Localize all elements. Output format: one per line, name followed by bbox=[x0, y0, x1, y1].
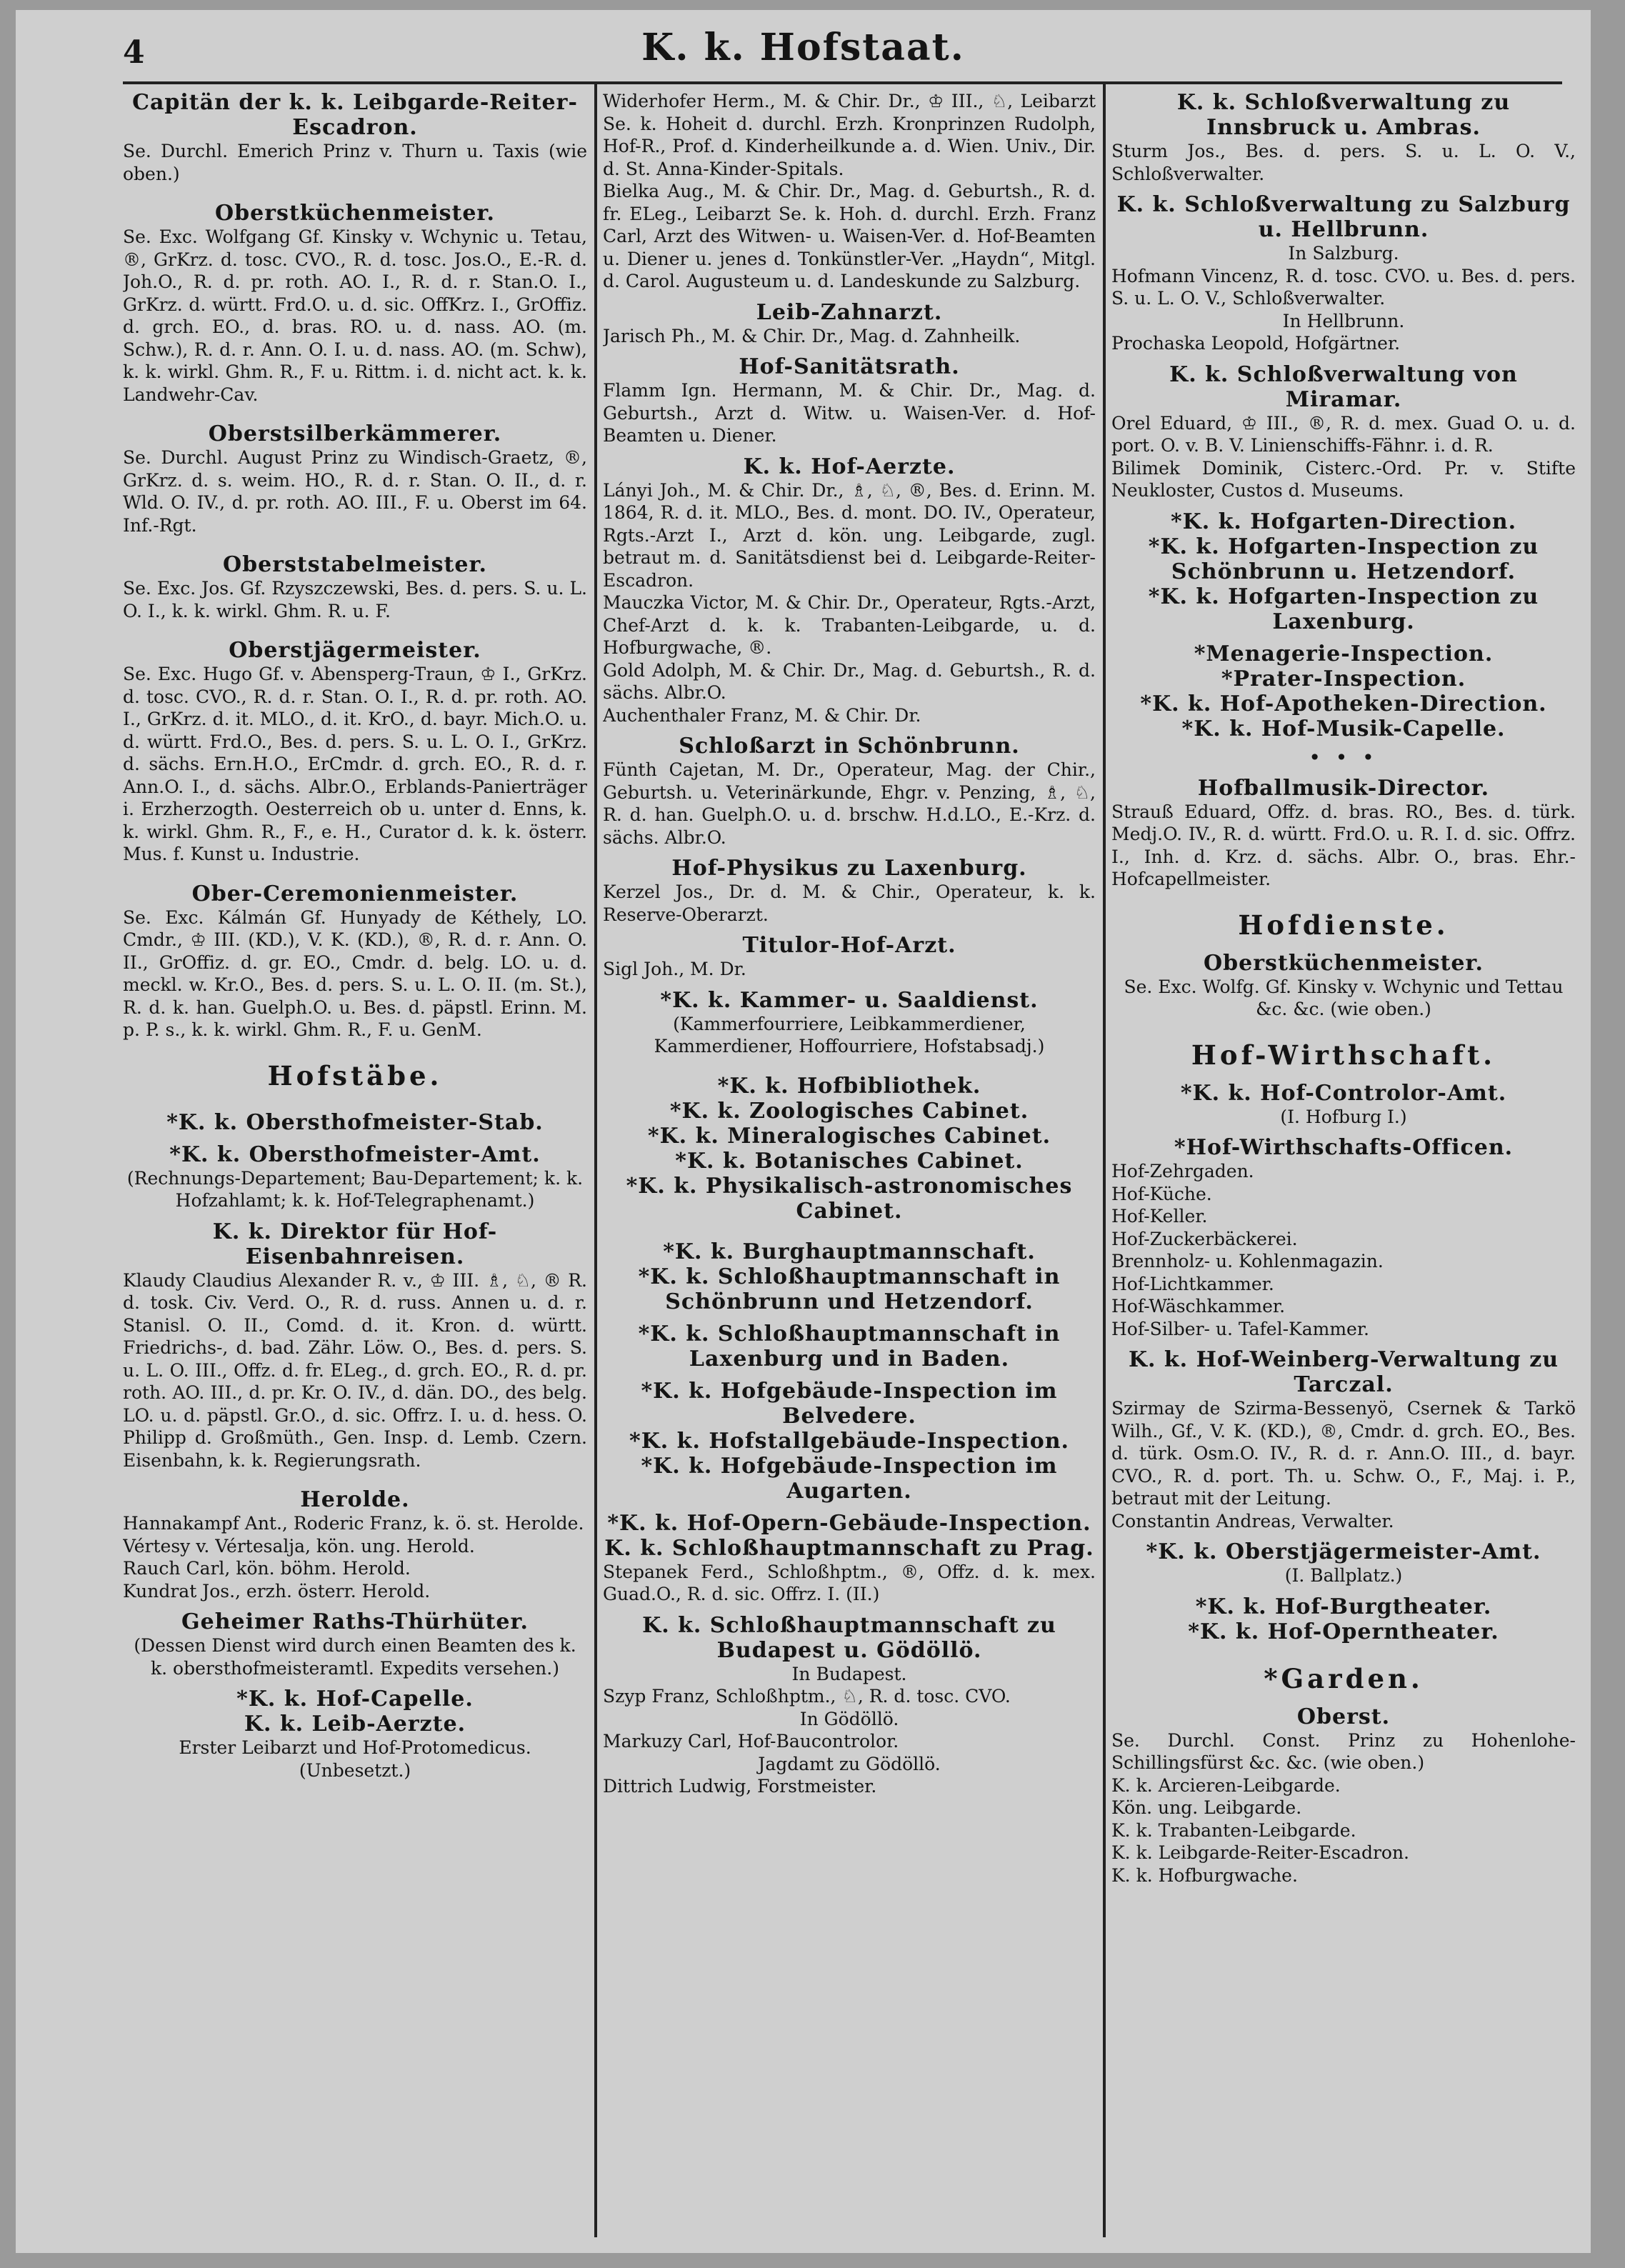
entry-text: Se. Exc. Wolfgang Gf. Kinsky v. Wchynic u. Tetau, ®, GrKrz. d. tosc. CVO., R. d. tosc. Jos.O., E.-R. d. Joh.O., R. d. pr. roth. AO. I., R. d. r. Stan.O. I., GrKrz. d. württ. Frd.O. u. d. sic. OffKrz. I., GrOffiz. d. grch. EO., d. bras. RO. u. d. nass. AO. (m. Schw.), R. d. r. Ann. O. I. u. d. nass. AO. (m. Schw), k. k. wirkl. Ghm. R., F. u. Rittm. i. d. nicht act. k. k. Landwehr-Cav. bbox=[123, 226, 587, 405]
section-heading: Hofballmusik-Director. bbox=[1197, 775, 1490, 801]
entry-text: Hof-Lichtkammer. bbox=[1111, 1273, 1274, 1294]
section-divider: • • • bbox=[1309, 745, 1379, 769]
section-heading: *K. k. Hofbibliothek. bbox=[717, 1073, 981, 1099]
centered-note: (I. Hofburg I.) bbox=[1280, 1106, 1407, 1127]
entry-text: K. k. Arcieren-Leibgarde. bbox=[1111, 1774, 1341, 1796]
entry-text: Se. Exc. Jos. Gf. Rzyszczewski, Bes. d. pers. S. u. L. O. I., k. k. wirkl. Ghm. R. u. F. bbox=[123, 578, 587, 621]
section-heading: *K. k. Physikalisch-astronomisches Cabinet. bbox=[626, 1173, 1073, 1224]
section-heading: *Hof-Wirthschafts-Officen. bbox=[1174, 1135, 1514, 1160]
column-middle bbox=[603, 90, 1096, 2239]
entry-text: Hofmann Vincenz, R. d. tosc. CVO. u. Bes. d. pers. S. u. L. O. V., Schloßverwalter. bbox=[1111, 265, 1576, 309]
section-heading: Herolde. bbox=[300, 1487, 410, 1512]
entry-text: Markuzy Carl, Hof-Baucontrolor. bbox=[603, 1731, 899, 1752]
section-heading: *K. k. Hofgarten-Direction. bbox=[1170, 509, 1517, 534]
section-heading: K. k. Schloßverwaltung von Miramar. bbox=[1169, 361, 1518, 412]
section-heading: *K. k. Schloßhauptmannschaft in Laxenburg und in Baden. bbox=[638, 1321, 1061, 1372]
entry-text: Szyp Franz, Schloßhptm., ♘, R. d. tosc. CVO. bbox=[603, 1686, 1011, 1707]
section-heading: *K. k. Hofstallgebäude-Inspection. bbox=[629, 1428, 1069, 1454]
section-heading: *K. k. Burghauptmannschaft. bbox=[663, 1239, 1036, 1264]
section-heading: *K. k. Obersthofmeister-Stab. bbox=[166, 1109, 544, 1135]
section-heading: *K. k. Hofgarten-Inspection zu Schönbrunn u. Hetzendorf. bbox=[1148, 534, 1539, 584]
section-heading: *K. k. Schloßhauptmannschaft in Schönbrunn und Hetzendorf. bbox=[638, 1264, 1061, 1314]
centered-note: (I. Ballplatz.) bbox=[1284, 1565, 1403, 1586]
entry-text: Hof-Keller. bbox=[1111, 1206, 1208, 1227]
section-title: *Garden. bbox=[1264, 1662, 1424, 1694]
column-right bbox=[1111, 90, 1576, 2239]
section-heading: *K. k. Oberstjägermeister-Amt. bbox=[1146, 1539, 1541, 1564]
centered-note: (Unbesetzt.) bbox=[299, 1759, 411, 1781]
entry-text: Se. Exc. Kálmán Gf. Hunyady de Kéthely, LO. Cmdr., ♔ III. (KD.), V. K. (KD.), ®, R. d. r. Ann. O. II., GrOffiz. d. gr. EO., Cmdr. d. belg. LO. u. d. meckl. w. Kr.O., Bes. d. pers. S. u. L. O. II. (m. St.), R. d. k. han. Guelph.O. u. Bes. d. päpstl. Erinn. M. p. P. s., k. k. wirkl. Ghm. R., F. u. GenM. bbox=[123, 906, 587, 1040]
section-heading: *K. k. Hof-Operntheater. bbox=[1188, 1619, 1499, 1644]
section-heading: *K. k. Hof-Controlor-Amt. bbox=[1180, 1080, 1507, 1106]
entry-text: Hof-Küche. bbox=[1111, 1183, 1212, 1204]
section-heading: K. k. Hof-Weinberg-Verwaltung zu Tarczal. bbox=[1128, 1347, 1559, 1397]
section-heading: *K. k. Kammer- u. Saaldienst. bbox=[660, 987, 1039, 1013]
section-heading: *K. k. Hofgarten-Inspection zu Laxenburg. bbox=[1148, 584, 1539, 634]
entry-text: Bilimek Dominik, Cisterc.-Ord. Pr. v. Stifte Neukloster, Custos d. Museums. bbox=[1111, 457, 1576, 501]
section-heading: *K. k. Hof-Burgtheater. bbox=[1195, 1594, 1492, 1619]
section-heading: Hof-Physikus zu Laxenburg. bbox=[671, 856, 1027, 881]
centered-note: Erster Leibarzt und Hof-Protomedicus. bbox=[179, 1737, 531, 1758]
section-heading: Capitän der k. k. Leibgarde-Reiter-Escadron. bbox=[132, 90, 578, 140]
section-heading: *K. k. Zoologisches Cabinet. bbox=[669, 1098, 1029, 1124]
section-heading: Hof-Sanitätsrath. bbox=[739, 354, 960, 379]
section-heading: Oberstsilberkämmerer. bbox=[208, 421, 502, 446]
entry-text: Hof-Zuckerbäckerei. bbox=[1111, 1228, 1298, 1249]
section-heading: *K. k. Hof-Capelle. bbox=[236, 1687, 474, 1712]
section-heading: Titulor-Hof-Arzt. bbox=[742, 933, 956, 958]
centered-note: In Gödöllö. bbox=[799, 1708, 899, 1729]
entry-text: Stepanek Ferd., Schloßhptm., ®, Offz. d. k. mex. Guad.O., R. d. sic. Offrz. I. (II.) bbox=[603, 1561, 1096, 1604]
section-heading: K. k. Leib-Aerzte. bbox=[244, 1712, 466, 1737]
document-page bbox=[16, 10, 1591, 2253]
section-heading: Oberstküchenmeister. bbox=[1204, 950, 1484, 976]
entry-text: Szirmay de Szirma-Bessenyö, Csernek & Tarkö Wilh., Gf., V. K. (KD.), ®, Cmdr. d. grch. EO., Bes. d. türk. Osm.O. IV., R. d. r. Ann.O. III., d. bayr. CVO., R. d. port. Th. u. Schw. O., F., Maj. i. P., betraut mit der Leitung. bbox=[1111, 1398, 1576, 1509]
section-heading: *K. k. Botanisches Cabinet. bbox=[675, 1148, 1024, 1174]
section-heading: *Menagerie-Inspection. bbox=[1194, 641, 1494, 666]
entry-text: Hof-Wäschkammer. bbox=[1111, 1296, 1286, 1317]
entry-text: Bielka Aug., M. & Chir. Dr., Mag. d. Geburtsh., R. d. fr. ELeg., Leibarzt Se. k. Hoh. d. durchl. Erzh. Franz Carl, Arzt des Witwen- u. Waisen-Ver. d. Hof-Beamten u. Diener u. jenes d. Tonkünstler-Ver. „Haydn“, Mitgl. d. Carol. Augusteum u. d. Landeskunde zu Salzburg. bbox=[603, 181, 1096, 291]
entry-text: Kerzel Jos., Dr. d. M. & Chir., Operateur, k. k. Reserve-Oberarzt. bbox=[603, 881, 1096, 925]
centered-note: (Dessen Dienst wird durch einen Beamten des k. k. obersthofmeisteramtl. Expedits versehen.) bbox=[134, 1635, 576, 1679]
section-heading: *K. k. Mineralogisches Cabinet. bbox=[647, 1123, 1051, 1149]
section-heading: *K. k. Hof-Apotheken-Direction. bbox=[1140, 691, 1547, 716]
column-divider-right bbox=[1103, 84, 1106, 2237]
centered-note: In Budapest. bbox=[791, 1663, 907, 1684]
section-title: Hofstäbe. bbox=[267, 1059, 443, 1091]
section-heading: K. k. Schloßverwaltung zu Salzburg u. Hellbrunn. bbox=[1116, 192, 1571, 242]
section-heading: *K. k. Hofgebäude-Inspection im Augarten. bbox=[641, 1453, 1058, 1504]
entry-text: Se. Durchl. Emerich Prinz v. Thurn u. Taxis (wie oben.) bbox=[123, 141, 587, 184]
entry-text: Strauß Eduard, Offz. d. bras. RO., Bes. d. türk. Medj.O. IV., R. d. württ. Frd.O. u. R. I. d. sic. Offrz. I., Inh. d. Krz. d. sächs. Albr. O., bras. Ehr.-Hofcapellmeister. bbox=[1111, 801, 1576, 889]
centered-note: Se. Exc. Wolfg. Gf. Kinsky v. Wchynic und Tettau &c. &c. (wie oben.) bbox=[1124, 976, 1564, 1019]
entry-text: Vértesy v. Vértesalja, kön. ung. Herold. bbox=[123, 1535, 475, 1557]
entry-text: Kön. ung. Leibgarde. bbox=[1111, 1797, 1302, 1818]
section-heading: Schloßarzt in Schönbrunn. bbox=[679, 734, 1020, 759]
header-rule bbox=[123, 81, 1562, 84]
entry-text: Sigl Joh., M. Dr. bbox=[603, 959, 746, 979]
section-heading: K. k. Hof-Aerzte. bbox=[743, 454, 956, 479]
entry-text: K. k. Hofburgwache. bbox=[1111, 1864, 1298, 1886]
section-heading: *K. k. Hof-Musik-Capelle. bbox=[1181, 716, 1506, 741]
entry-text: Jarisch Ph., M. & Chir. Dr., Mag. d. Zahnheilk. bbox=[603, 325, 1021, 346]
page-number: 4 bbox=[123, 34, 145, 71]
entry-text: K. k. Trabanten-Leibgarde. bbox=[1111, 1819, 1356, 1841]
section-title: Hof-Wirthschaft. bbox=[1191, 1039, 1496, 1071]
column-divider-left bbox=[594, 84, 597, 2237]
entry-text: Kundrat Jos., erzh. österr. Herold. bbox=[123, 1580, 431, 1602]
entry-text: Widerhofer Herm., M. & Chir. Dr., ♔ III., ♘, Leibarzt Se. k. Hoheit d. durchl. Erzh. Kronprinzen Rudolph, Hof-R., Prof. d. Kinderheilkunde a. d. Wien. Univ., Dir. d. St. Anna-Kinder-Spitals. bbox=[603, 91, 1096, 179]
section-heading: Ober-Ceremonienmeister. bbox=[191, 881, 519, 906]
section-heading: Oberst. bbox=[1296, 1704, 1391, 1729]
entry-text: Hannakampf Ant., Roderic Franz, k. ö. st. Herolde. bbox=[123, 1513, 584, 1534]
entry-text: Sturm Jos., Bes. d. pers. S. u. L. O. V., Schloßverwalter. bbox=[1111, 141, 1576, 184]
section-heading: K. k. Direktor für Hof-Eisenbahnreisen. bbox=[212, 1219, 498, 1269]
running-title: K. k. Hofstaat. bbox=[641, 26, 965, 69]
section-heading: *K. k. Obersthofmeister-Amt. bbox=[169, 1142, 541, 1167]
section-heading: *K. k. Hof-Opern-Gebäude-Inspection. bbox=[607, 1510, 1091, 1536]
centered-note: (Kammerfourriere, Leibkammerdiener, Kammerdiener, Hoffourriere, Hofstabsadj.) bbox=[654, 1013, 1045, 1056]
section-heading: *Prater-Inspection. bbox=[1221, 666, 1466, 691]
entry-text: Brennholz- u. Kohlenmagazin. bbox=[1111, 1251, 1384, 1272]
entry-text: Rauch Carl, kön. böhm. Herold. bbox=[123, 1558, 411, 1579]
entry-text: Dittrich Ludwig, Forstmeister. bbox=[603, 1776, 877, 1797]
section-heading: K. k. Schloßhauptmannschaft zu Prag. bbox=[604, 1535, 1094, 1561]
centered-note: In Salzburg. bbox=[1288, 243, 1399, 264]
column-left bbox=[123, 90, 587, 2239]
entry-text: Orel Eduard, ♔ III., ®, R. d. mex. Guad O. u. d. port. O. v. B. V. Linienschiffs-Fähnr. i. d. R. bbox=[1111, 412, 1576, 456]
entry-text: Flamm Ign. Hermann, M. & Chir. Dr., Mag. d. Geburtsh., Arzt d. Witw. u. Waisen-Ver. d. Hof-Beamten u. Diener. bbox=[603, 380, 1096, 446]
section-title: Hofdienste. bbox=[1238, 909, 1449, 941]
entry-text: Hof-Zehrgaden. bbox=[1111, 1161, 1254, 1182]
entry-text: Prochaska Leopold, Hofgärtner. bbox=[1111, 333, 1401, 354]
entry-text: Constantin Andreas, Verwalter. bbox=[1111, 1510, 1394, 1532]
section-heading: Geheimer Raths-Thürhüter. bbox=[181, 1609, 529, 1634]
centered-note: In Hellbrunn. bbox=[1282, 310, 1405, 331]
entry-text: Se. Durchl. Const. Prinz zu Hohenlohe-Schillingsfürst &c. &c. (wie oben.) bbox=[1111, 1729, 1576, 1773]
section-heading: K. k. Schloßhauptmannschaft zu Budapest u. Gödöllö. bbox=[642, 1612, 1056, 1663]
section-heading: Leib-Zahnarzt. bbox=[756, 299, 943, 325]
section-heading: Oberstjägermeister. bbox=[229, 638, 481, 663]
entry-text: Se. Exc. Hugo Gf. v. Abensperg-Traun, ♔ I., GrKrz. d. tosc. CVO., R. d. r. Stan. O. I., R. d. pr. roth. AO. I., GrKrz. d. it. MLO., d. it. KrO., d. bayr. Mich.O. u. d. württ. Frd.O., Bes. d. pers. S. u. L. O. I., GrKrz. d. sächs. Ern.H.O., ErCmdr. d. grch. EO., R. d. r. Ann.O. I., d. sächs. Albr.O., Erblands-Panierträger i. Erzherzogth. Oesterreich ob u. unter d. Enns, k. k. wirkl. Ghm. R., F., e. H., Curator d. k. k. österr. Mus. f. Kunst u. Industrie. bbox=[123, 664, 587, 864]
entry-text: Mauczka Victor, M. & Chir. Dr., Operateur, Rgts.-Arzt, Chef-Arzt d. k. k. Trabanten-Leibgarde, u. d. Hofburgwache, ®. bbox=[603, 592, 1096, 658]
section-heading: K. k. Schloßverwaltung zu Innsbruck u. Ambras. bbox=[1176, 90, 1511, 140]
entry-text: K. k. Leibgarde-Reiter-Escadron. bbox=[1111, 1842, 1410, 1863]
entry-text: Lányi Joh., M. & Chir. Dr., ♗, ♘, ®, Bes. d. Erinn. M. 1864, R. d. it. MLO., Bes. d. mont. DO. IV., Operateur, Rgts.-Arzt I., Arzt d. kön. ung. Leibgarde, zugl. betraut m. d. Sanitätsdienst bei d. Leibgarde-Reiter-Escadron. bbox=[603, 479, 1096, 591]
section-heading: *K. k. Hofgebäude-Inspection im Belvedere. bbox=[641, 1378, 1058, 1429]
section-heading: Oberststabelmeister. bbox=[223, 552, 487, 577]
section-heading: Oberstküchenmeister. bbox=[215, 201, 495, 226]
entry-text: Klaudy Claudius Alexander R. v., ♔ III. ♗, ♘, ® R. d. tosk. Civ. Verd. O., R. d. russ. Annen u. d. r. Stanisl. O. II., Comd. d. it. Kron. d. württ. Friedrichs-, d. bad. Zähr. Löw. O., Bes. d. pers. S. u. L. O. III., Offz. d. fr. ELeg., d. grch. EO., R. d. pr. roth. AO. III., d. pr. Kr. O. IV., d. dän. DO., des belg. LO. u. d. päpstl. Gr.O., d. sic. Offrz. I. u. d. hess. O. Philipp d. Großmüth., Gen. Insp. d. Lemb. Czern. Eisenbahn, k. k. Regierungsrath. bbox=[123, 1269, 587, 1471]
entry-text: Gold Adolph, M. & Chir. Dr., Mag. d. Geburtsh., R. d. sächs. Albr.O. bbox=[603, 659, 1096, 703]
centered-note: Jagdamt zu Gödöllö. bbox=[758, 1753, 941, 1774]
entry-text: Se. Durchl. August Prinz zu Windisch-Graetz, ®, GrKrz. d. s. weim. HO., R. d. r. Stan. O. II., d. r. Wld. O. IV., d. pr. roth. AO. III., F. u. Oberst im 64. Inf.-Rgt. bbox=[123, 447, 587, 536]
entry-text: Hof-Silber- u. Tafel-Kammer. bbox=[1111, 1318, 1369, 1339]
entry-text: Auchenthaler Franz, M. & Chir. Dr. bbox=[603, 704, 921, 726]
centered-note: (Rechnungs-Departement; Bau-Departement; k. k. Hofzahlamt; k. k. Hof-Telegraphenamt.) bbox=[126, 1167, 584, 1211]
entry-text: Fünth Cajetan, M. Dr., Operateur, Mag. der Chir., Geburtsh. u. Veterinärkunde, Ehgr. v. Penzing, ♗, ♘, R. d. han. Guelph.O. u. d. brschw. H.d.LO., E.-Krz. d. sächs. Albr.O. bbox=[603, 759, 1096, 848]
